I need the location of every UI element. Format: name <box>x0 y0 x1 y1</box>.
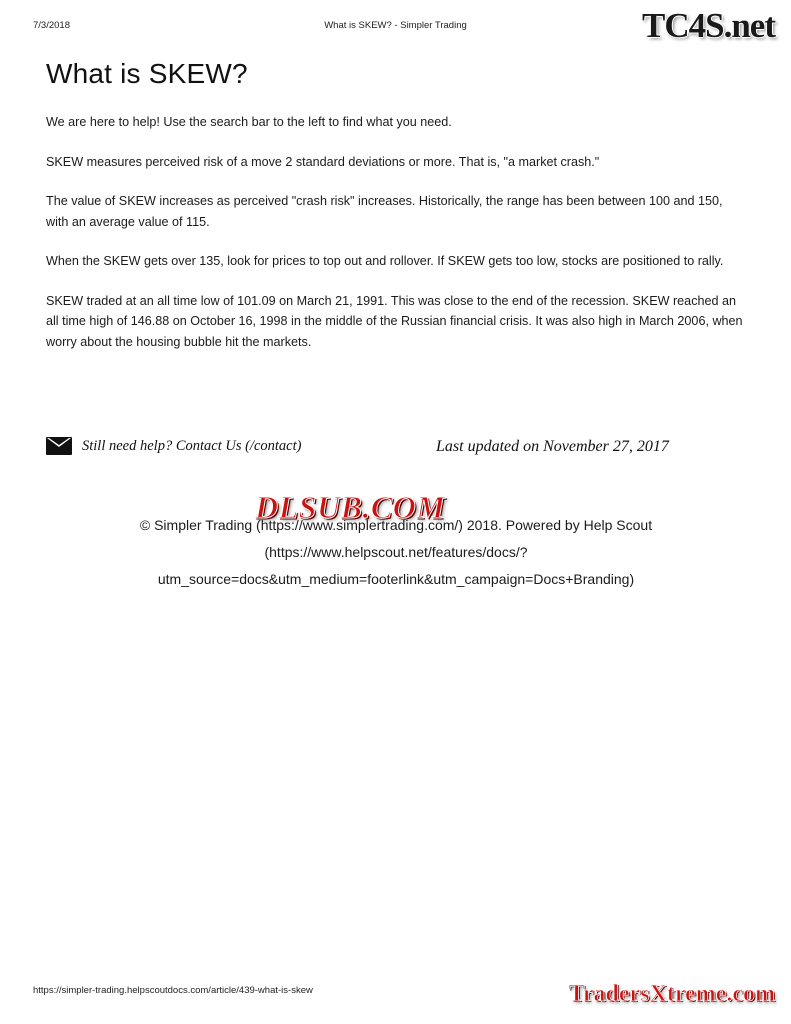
page-title: What is SKEW? <box>46 58 248 89</box>
footer-line-2: (https://www.helpscout.net/features/docs/? <box>264 544 528 560</box>
article-paragraph-5: SKEW traded at an all time low of 101.09 on March 21, 1991. This was close to the end of the recession. SKEW reached an all time high of 146.88 on October 16, 1998 in the middle of the Russian financial crisis. It was also high in March 2006, when worry about the housing bubble hit the markets. <box>46 293 743 349</box>
contact-us-link[interactable] <box>46 437 301 455</box>
contact-us-label: Still need help? Contact Us (/contact) <box>82 437 302 454</box>
article-body <box>46 58 746 371</box>
article-paragraph-2: SKEW measures perceived risk of a move 2 standard deviations or more. That is, "a market crash." <box>46 154 600 169</box>
watermark-tradersxtreme: TradersXtreme.com <box>568 981 775 1007</box>
article-meta-row <box>46 437 746 467</box>
watermark-dlsub: DLSUB.COM <box>255 489 446 525</box>
print-date: 7/3/2018 <box>33 20 70 31</box>
article-paragraph-1: We are here to help! Use the search bar to the left to find what you need. <box>46 115 452 129</box>
print-title: What is SKEW? - Simpler Trading <box>324 20 467 31</box>
footer-url: https://simpler-trading.helpscoutdocs.com/article/439-what-is-skew <box>33 985 313 996</box>
last-updated-text: Last updated on November 27, 2017 <box>436 438 669 455</box>
watermark-tc4s: TC4S.net <box>642 6 775 45</box>
footer-credits <box>46 512 746 593</box>
envelope-icon <box>46 437 72 455</box>
article-paragraph-3: The value of SKEW increases as perceived "crash risk" increases. Historically, the range has been between 100 and 150, with an average value of 115. <box>46 194 723 229</box>
footer-line-1: © Simpler Trading (https://www.simplertrading.com/) 2018. Powered by Help Scout <box>139 517 653 533</box>
footer-line-3: utm_source=docs&utm_medium=footerlink&utm_campaign=Docs+Branding) <box>157 571 635 587</box>
article-paragraph-4: When the SKEW gets over 135, look for prices to top out and rollover. If SKEW gets too low, stocks are positioned to rally. <box>46 254 724 268</box>
